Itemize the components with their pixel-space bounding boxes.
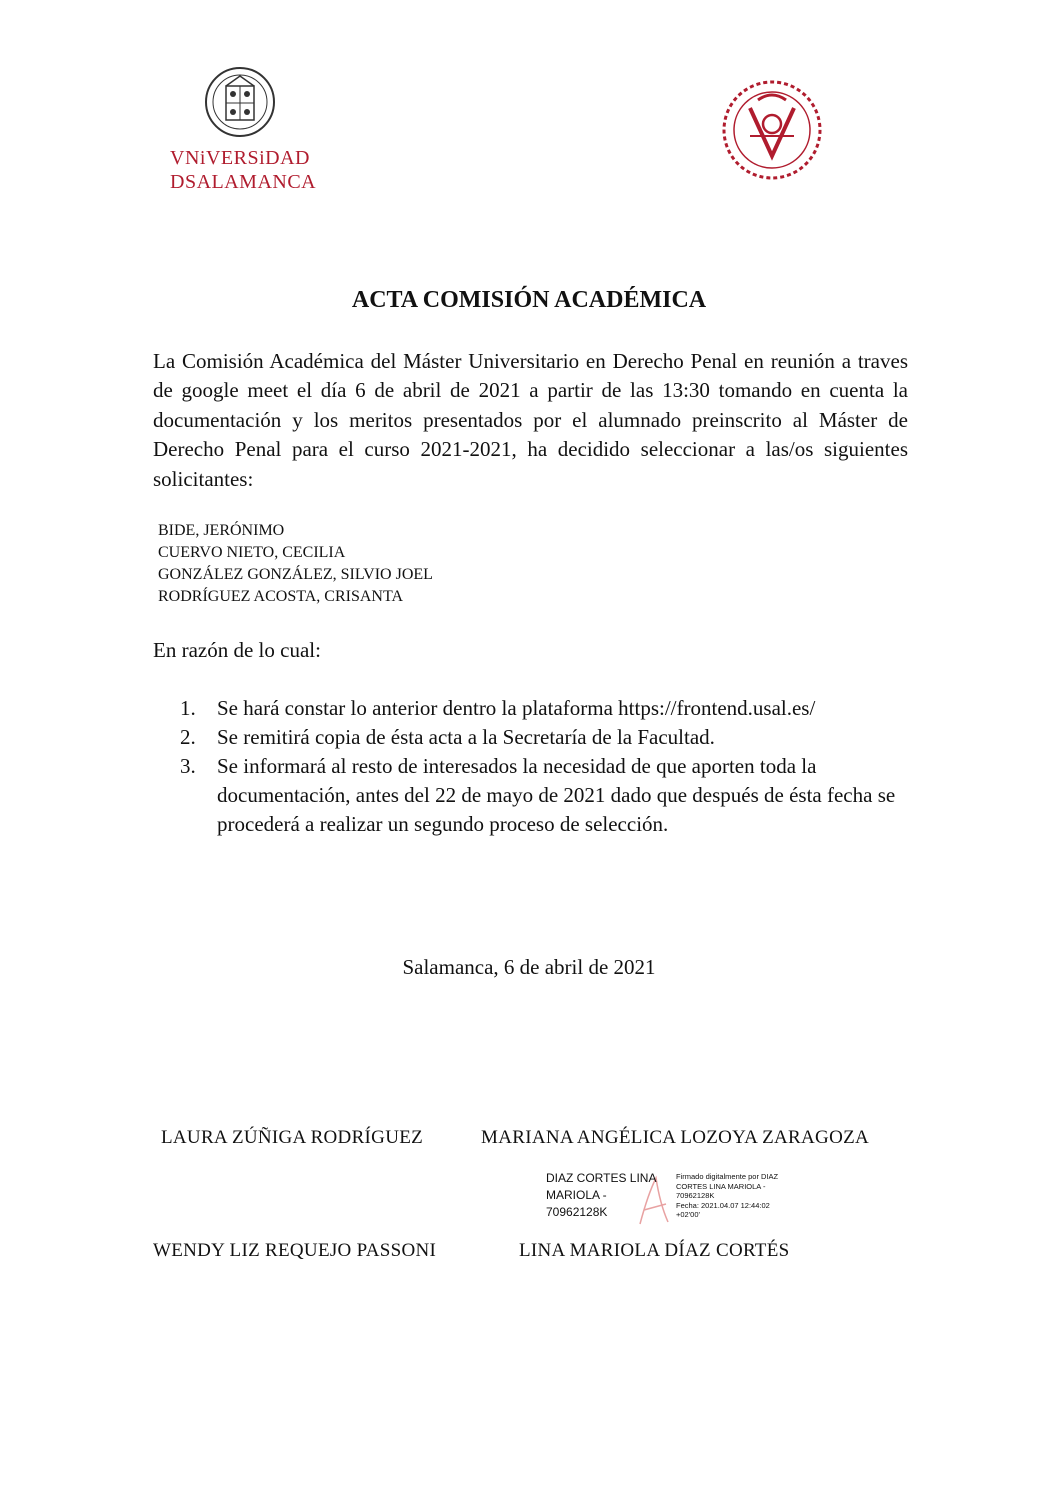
- candidate-item: CUERVO NIETO, CECILIA: [158, 544, 346, 561]
- candidate-item: GONZÁLEZ GONZÁLEZ, SILVIO JOEL: [158, 566, 433, 583]
- digital-signature-stamp: [546, 1170, 806, 1230]
- action-text: Se hará constar lo anterior dentro la plataforma https://frontend.usal.es/: [217, 696, 816, 720]
- signatory-name: LAURA ZÚÑIGA RODRÍGUEZ: [161, 1127, 424, 1148]
- signatory-name: MARIANA ANGÉLICA LOZOYA ZARAGOZA: [481, 1127, 870, 1148]
- signature-detail-line: CORTES LINA MARIOLA -: [676, 1181, 766, 1191]
- signatory-name: LINA MARIOLA DÍAZ CORTÉS: [519, 1240, 790, 1261]
- signatory-name: WENDY LIZ REQUEJO PASSONI: [153, 1240, 437, 1261]
- university-name-line2: DSALAMANCA: [170, 171, 317, 193]
- digital-signature-details: [676, 1172, 806, 1220]
- signature-detail-line: 70962128K: [676, 1191, 715, 1200]
- action-list: [180, 694, 910, 839]
- digital-signature-name: [546, 1170, 674, 1221]
- university-name-line1: VNiVERSiDAD: [170, 147, 310, 169]
- candidate-item: RODRÍGUEZ ACOSTA, CRISANTA: [158, 588, 404, 605]
- candidate-list: [158, 520, 658, 608]
- action-text: Se remitirá copia de ésta acta a la Secretaría de la Facultad.: [217, 725, 715, 749]
- signature-name-line: 70962128K: [546, 1205, 608, 1219]
- action-number: 1.: [180, 696, 196, 720]
- signature-name-line: MARIOLA -: [546, 1188, 607, 1202]
- action-text: Se informará al resto de interesados la necesidad de que aporten toda la documentación, antes del 22 de mayo de 2021 dado que después de ésta fecha se procederá a realizar un segundo proceso de selección.: [217, 754, 896, 836]
- action-item: [180, 694, 910, 723]
- university-seal-icon: [204, 66, 276, 138]
- document-title: ACTA COMISIÓN ACADÉMICA: [351, 287, 707, 313]
- faculty-crest-icon: [720, 78, 824, 182]
- signature-detail-line: +02'00': [676, 1210, 700, 1219]
- university-wordmark: [170, 146, 320, 194]
- intro-paragraph: La Comisión Académica del Máster Universitario en Derecho Penal en reunión a traves de google meet el día 6 de abril de 2021 a partir de las 13:30 tomando en cuenta la documentación y los meritos presentados por el alumnado preinscrito al Máster de Derecho Penal para el curso 2021-2021, ha decidido seleccionar a las/os siguientes solicitantes:: [153, 349, 908, 491]
- signature-detail-line: Fecha: 2021.04.07 12:44:02: [676, 1200, 770, 1210]
- action-number: 2.: [180, 725, 196, 749]
- action-number: 3.: [180, 754, 196, 778]
- signature-detail-line: Firmado digitalmente por DIAZ: [676, 1172, 779, 1181]
- signature-name-line: DIAZ CORTES LINA: [546, 1171, 657, 1185]
- candidate-item: BIDE, JERÓNIMO: [158, 522, 285, 539]
- action-item: [180, 723, 910, 752]
- action-item: [180, 752, 910, 839]
- resolution-intro: En razón de lo cual:: [153, 638, 321, 662]
- place-date: Salamanca, 6 de abril de 2021: [402, 955, 656, 979]
